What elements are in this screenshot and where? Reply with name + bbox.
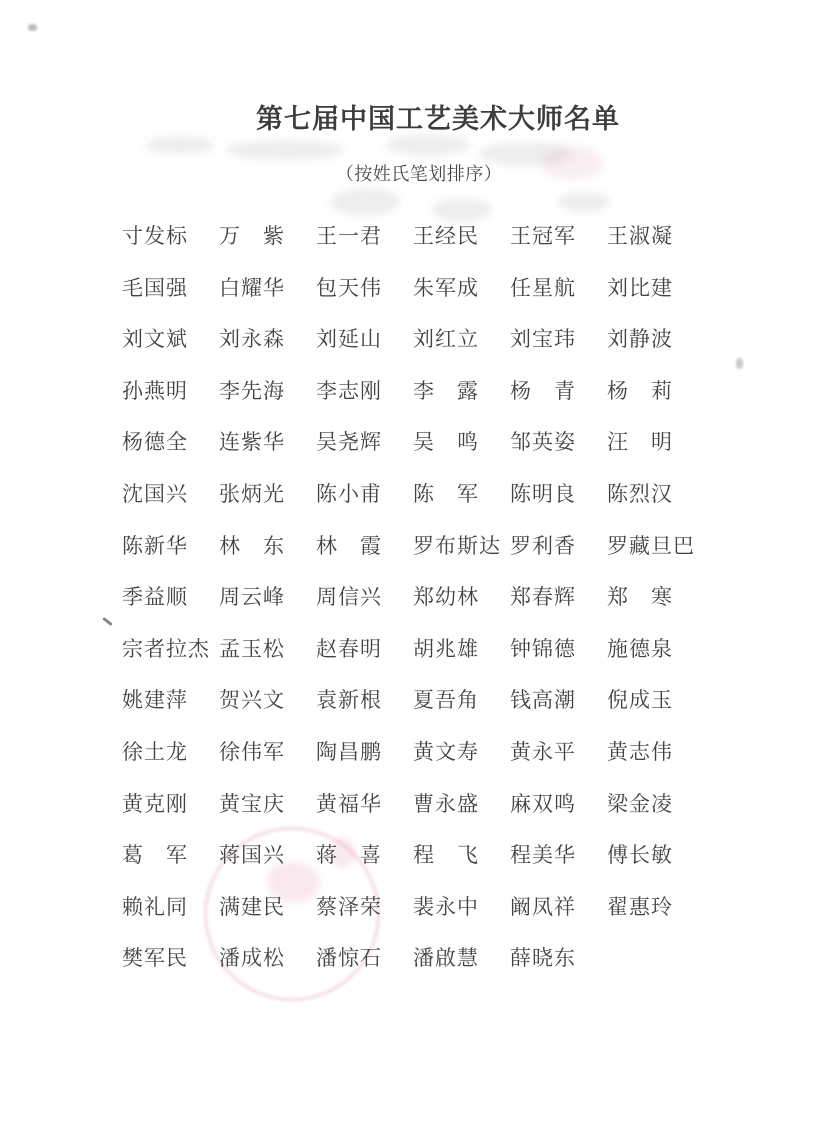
scan-speck	[736, 358, 743, 369]
name-cell: 吴 鸣	[413, 431, 479, 455]
name-cell: 刘永森	[219, 328, 285, 352]
name-row	[122, 430, 704, 482]
name-cell: 林 霞	[316, 534, 382, 558]
name-cell: 倪成玉	[607, 689, 673, 713]
name-cell: 杨德全	[122, 431, 188, 455]
name-cell: 樊军民	[122, 947, 188, 971]
name-cell: 刘比建	[607, 276, 673, 300]
name-cell: 包天伟	[316, 276, 382, 300]
name-cell: 任星航	[510, 276, 576, 300]
name-cell: 黄宝庆	[219, 792, 285, 816]
name-cell: 陶昌鹏	[316, 740, 382, 764]
name-cell: 万 紫	[219, 225, 285, 248]
name-cell: 钟锦德	[510, 637, 576, 661]
name-cell: 袁新根	[316, 689, 382, 713]
name-cell: 翟惠玲	[607, 895, 673, 919]
name-cell: 王一君	[316, 225, 382, 248]
name-cell: 罗藏旦巴	[607, 534, 695, 558]
name-cell: 姚建萍	[122, 689, 188, 713]
name-row	[122, 379, 704, 431]
page-subtitle: （按姓氏笔划排序）	[335, 164, 503, 184]
name-cell: 蔡泽荣	[316, 895, 382, 919]
name-cell: 汪 明	[607, 431, 673, 455]
name-row	[122, 740, 704, 792]
name-row	[122, 585, 704, 637]
name-cell: 满建民	[219, 895, 285, 919]
name-cell: 朱军成	[413, 276, 479, 300]
name-row	[122, 688, 704, 740]
name-cell: 白耀华	[219, 276, 285, 300]
name-cell: 陈明良	[510, 482, 576, 506]
name-cell: 麻双鸣	[510, 792, 576, 816]
name-cell: 刘宝玮	[510, 328, 576, 352]
name-cell: 杨 莉	[607, 379, 673, 403]
name-cell: 蒋 喜	[316, 844, 382, 868]
ink-bleed-mark	[432, 198, 492, 222]
name-cell: 钱高潮	[510, 689, 576, 713]
name-cell: 毛国强	[122, 276, 188, 300]
name-row	[122, 895, 704, 947]
name-row	[122, 534, 704, 586]
name-cell: 赵春明	[316, 637, 382, 661]
name-cell: 夏吾角	[413, 689, 479, 713]
name-cell: 周云峰	[219, 586, 285, 610]
name-cell: 李志刚	[316, 379, 382, 403]
name-cell: 贺兴文	[219, 689, 285, 713]
name-cell: 黄永平	[510, 740, 576, 764]
name-row	[122, 327, 704, 379]
name-row	[122, 792, 704, 844]
name-cell: 张炳光	[219, 482, 285, 506]
name-cell: 曹永盛	[413, 792, 479, 816]
name-cell: 刘静波	[607, 328, 673, 352]
scan-speck	[28, 24, 37, 31]
name-cell: 徐土龙	[122, 740, 188, 764]
name-cell: 施德泉	[607, 637, 673, 661]
name-row	[122, 276, 704, 328]
name-cell: 胡兆雄	[413, 637, 479, 661]
name-cell: 李 露	[413, 379, 479, 403]
name-cell: 程美华	[510, 844, 576, 868]
name-cell: 吴尧辉	[316, 431, 382, 455]
name-cell: 程 飞	[413, 844, 479, 868]
name-cell: 潘啟慧	[413, 947, 479, 971]
name-cell: 薛晓东	[510, 947, 576, 971]
name-cell: 郑 寒	[607, 586, 673, 610]
ink-bleed-mark	[330, 188, 400, 216]
name-cell: 沈国兴	[122, 482, 188, 506]
stray-pen-tick	[102, 617, 113, 626]
name-cell: 阚凤祥	[510, 895, 576, 919]
name-cell: 潘惊石	[316, 947, 382, 971]
name-cell: 黄志伟	[607, 740, 673, 764]
name-cell: 蒋国兴	[219, 844, 285, 868]
name-cell: 赖礼同	[122, 895, 188, 919]
name-cell: 陈小甫	[316, 482, 382, 506]
name-grid	[122, 224, 704, 998]
name-cell: 刘文斌	[122, 328, 188, 352]
name-cell: 傅长敏	[607, 844, 673, 868]
name-cell: 潘成松	[219, 947, 285, 971]
name-row	[122, 482, 704, 534]
name-cell: 宗者拉杰	[122, 637, 210, 661]
name-row	[122, 843, 704, 895]
pink-ink-bleed-mark	[540, 146, 604, 180]
name-cell: 王冠军	[510, 225, 576, 248]
name-cell: 孟玉松	[219, 637, 285, 661]
name-row	[122, 637, 704, 689]
name-cell: 黄文寿	[413, 740, 479, 764]
name-cell: 陈烈汉	[607, 482, 673, 506]
name-cell: 陈 军	[413, 482, 479, 506]
name-cell: 李先海	[219, 379, 285, 403]
name-cell: 黄福华	[316, 792, 382, 816]
ink-bleed-mark	[225, 140, 345, 160]
name-row	[122, 946, 704, 998]
name-cell: 黄克刚	[122, 792, 188, 816]
name-cell: 杨 青	[510, 379, 576, 403]
name-cell: 连紫华	[219, 431, 285, 455]
name-cell: 邹英姿	[510, 431, 576, 455]
name-cell: 葛 军	[122, 844, 188, 868]
page-title: 第七届中国工艺美术大师名单	[256, 104, 620, 134]
name-cell: 刘红立	[413, 328, 479, 352]
ink-bleed-mark	[145, 136, 215, 154]
name-cell: 梁金凌	[607, 792, 673, 816]
name-cell: 徐伟军	[219, 740, 285, 764]
name-cell: 罗布斯达	[413, 534, 501, 558]
name-cell: 寸发标	[122, 225, 188, 248]
name-cell: 林 东	[219, 534, 285, 558]
name-cell: 王淑凝	[607, 225, 673, 248]
name-cell: 季益顺	[122, 586, 188, 610]
name-cell: 罗利香	[510, 534, 576, 558]
name-cell: 裴永中	[413, 895, 479, 919]
name-cell: 王经民	[413, 225, 479, 248]
name-cell: 郑春辉	[510, 586, 576, 610]
name-cell: 陈新华	[122, 534, 188, 558]
name-cell: 刘延山	[316, 328, 382, 352]
ink-bleed-mark	[385, 134, 470, 156]
name-cell: 周信兴	[316, 586, 382, 610]
ink-bleed-mark	[558, 192, 610, 212]
name-cell: 郑幼林	[413, 586, 479, 610]
name-cell: 孙燕明	[122, 379, 188, 403]
name-row	[122, 224, 704, 276]
